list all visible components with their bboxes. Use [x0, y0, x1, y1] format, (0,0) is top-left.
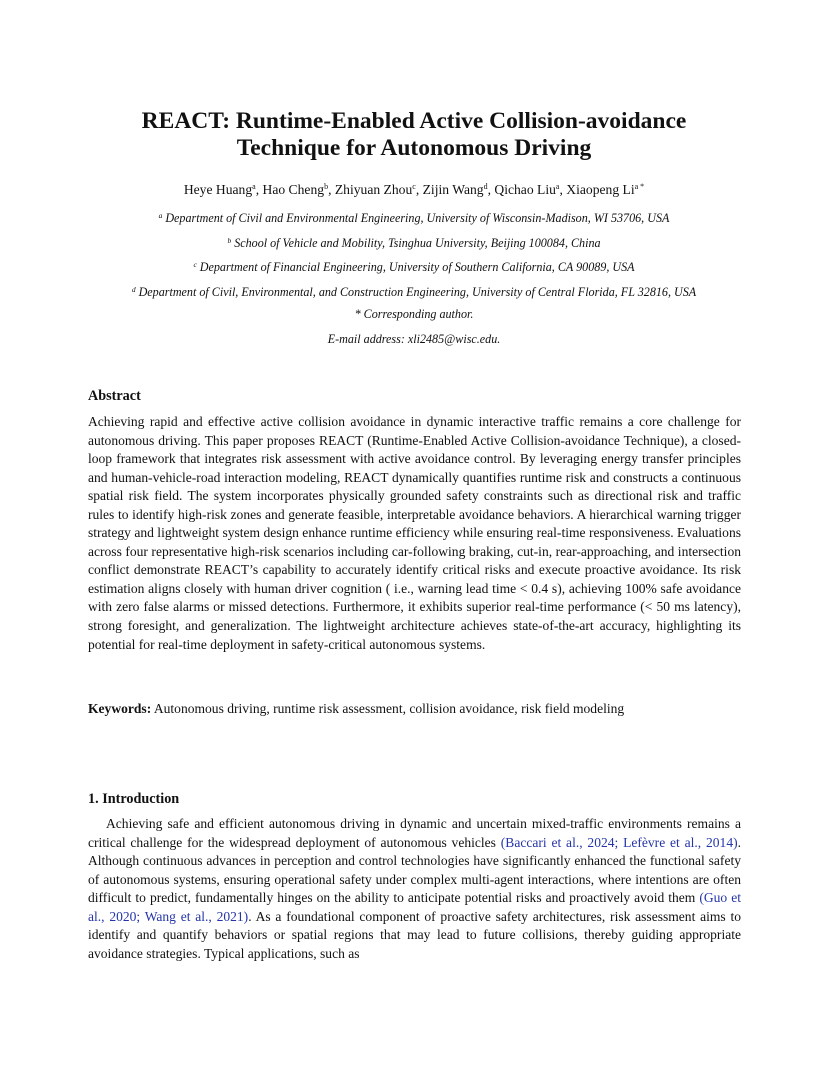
author: Xiaopeng $Li^{a *}$: [566, 182, 645, 197]
intro-text: . As a foundational component of proactive safety architectures, risk assessment aims to identify and quantify behaviors or spatial regions that may lead to future collisions, thereby guiding appropriate avoidance strategies. Typical applications, such as: [88, 908, 741, 961]
author: Qichao Liu$^a$,: [494, 182, 567, 197]
author: Zhiyuan Zhou$^c$,: [334, 182, 423, 197]
intro-text: . Although continuous advances in perception and control technologies have significantly enhanced the functional safety of autonomous systems, ensuring operational safety under complex multi-agent interactions, where intentions are often difficult to predict, fundamentally hinges on the ability to anticipate potential risks and proactively avoid them: [88, 834, 741, 906]
affiliation-c: $^c$ Department of Financial Engineering, University of Southern California, CA 90089, USA: [193, 260, 635, 274]
author-list: [0, 178, 828, 199]
affiliation-d: $^d$ Department of Civil, Environmental, and Construction Engineering, University of Central Florida, FL 32816, USA: [131, 285, 697, 299]
paper-title-line-2: Technique for Autonomous Driving: [236, 135, 592, 161]
abstract-heading: Abstract: [88, 388, 141, 404]
keywords-text: Autonomous driving, runtime risk assessment, collision avoidance, risk field modeling: [153, 701, 625, 716]
introduction-heading: 1. Introduction: [88, 791, 180, 807]
paper-title-line-1: REACT: Runtime-Enabled Active Collision-avoidance: [141, 108, 687, 134]
affiliation-b: $^b$ School of Vehicle and Mobility, Tsinghua University, Beijing 100084, China: [227, 236, 601, 250]
citation-link[interactable]: (Guo et al., 2020; Wang et al., 2021): [88, 890, 741, 924]
affiliation-a: $^a$ Department of Civil and Environmental Engineering, University of Wisconsin-Madison, WI 53706, USA: [158, 211, 670, 225]
citation-link[interactable]: (Baccari et al., 2024; Lefèvre et al., 2014): [500, 834, 738, 850]
author: Hao Cheng$^b$,: [262, 182, 335, 197]
introduction-paragraph: [88, 815, 741, 963]
author: Heye Huang$^a$,: [183, 182, 263, 197]
corresponding-email: E-mail address: xli2485@wisc.edu.: [327, 332, 501, 346]
intro-text: Achieving safe and efficient autonomous driving in dynamic and uncertain mixed-traffic environments remains a critical challenge for the widespread deployment of autonomous vehicles: [88, 816, 741, 850]
keywords-line: [88, 700, 741, 718]
author: Zijin Wang$^d$,: [422, 182, 495, 197]
keywords-label: Keywords:: [88, 701, 152, 716]
abstract-body: Achieving rapid and effective active collision avoidance in dynamic interactive traffic remains a core challenge for autonomous driving. This paper proposes REACT (Runtime-Enabled Active Collision-avoidance Technique), a closed-loop framework that integrates risk assessment with active avoidance control. By leveraging energy transfer principles and human-vehicle-road interaction modeling, REACT dynamically quantifies runtime risk and constructs a continuous spatial risk field. The system incorporates physically grounded safety constraints such as directional risk and traffic rules to identify high-risk zones and generate feasible, interpretable avoidance behaviors. A hierarchical warning trigger strategy and lightweight system design enhance runtime efficiency while ensuring real-time responsiveness. Evaluations across four representative high-risk scenarios including car-following braking, cut-in, rear-approaching, and intersection conflict demonstrate REACT’s capability to accurately identify critical risks and execute proactive avoidance. Its risk estimation aligns closely with human driver cognition ( i.e., warning lead time < 0.4 s), achieving 100% safe avoidance with zero false alarms or missed detections. Furthermore, it exhibits superior real-time performance (< 50 ms latency), strong foresight, and generalization. The lightweight architecture achieves state-of-the-art accuracy, highlighting its potential for real-time deployment in safety-critical autonomous systems.: [88, 414, 741, 652]
corresponding-author-note: * Corresponding author.: [354, 307, 474, 321]
